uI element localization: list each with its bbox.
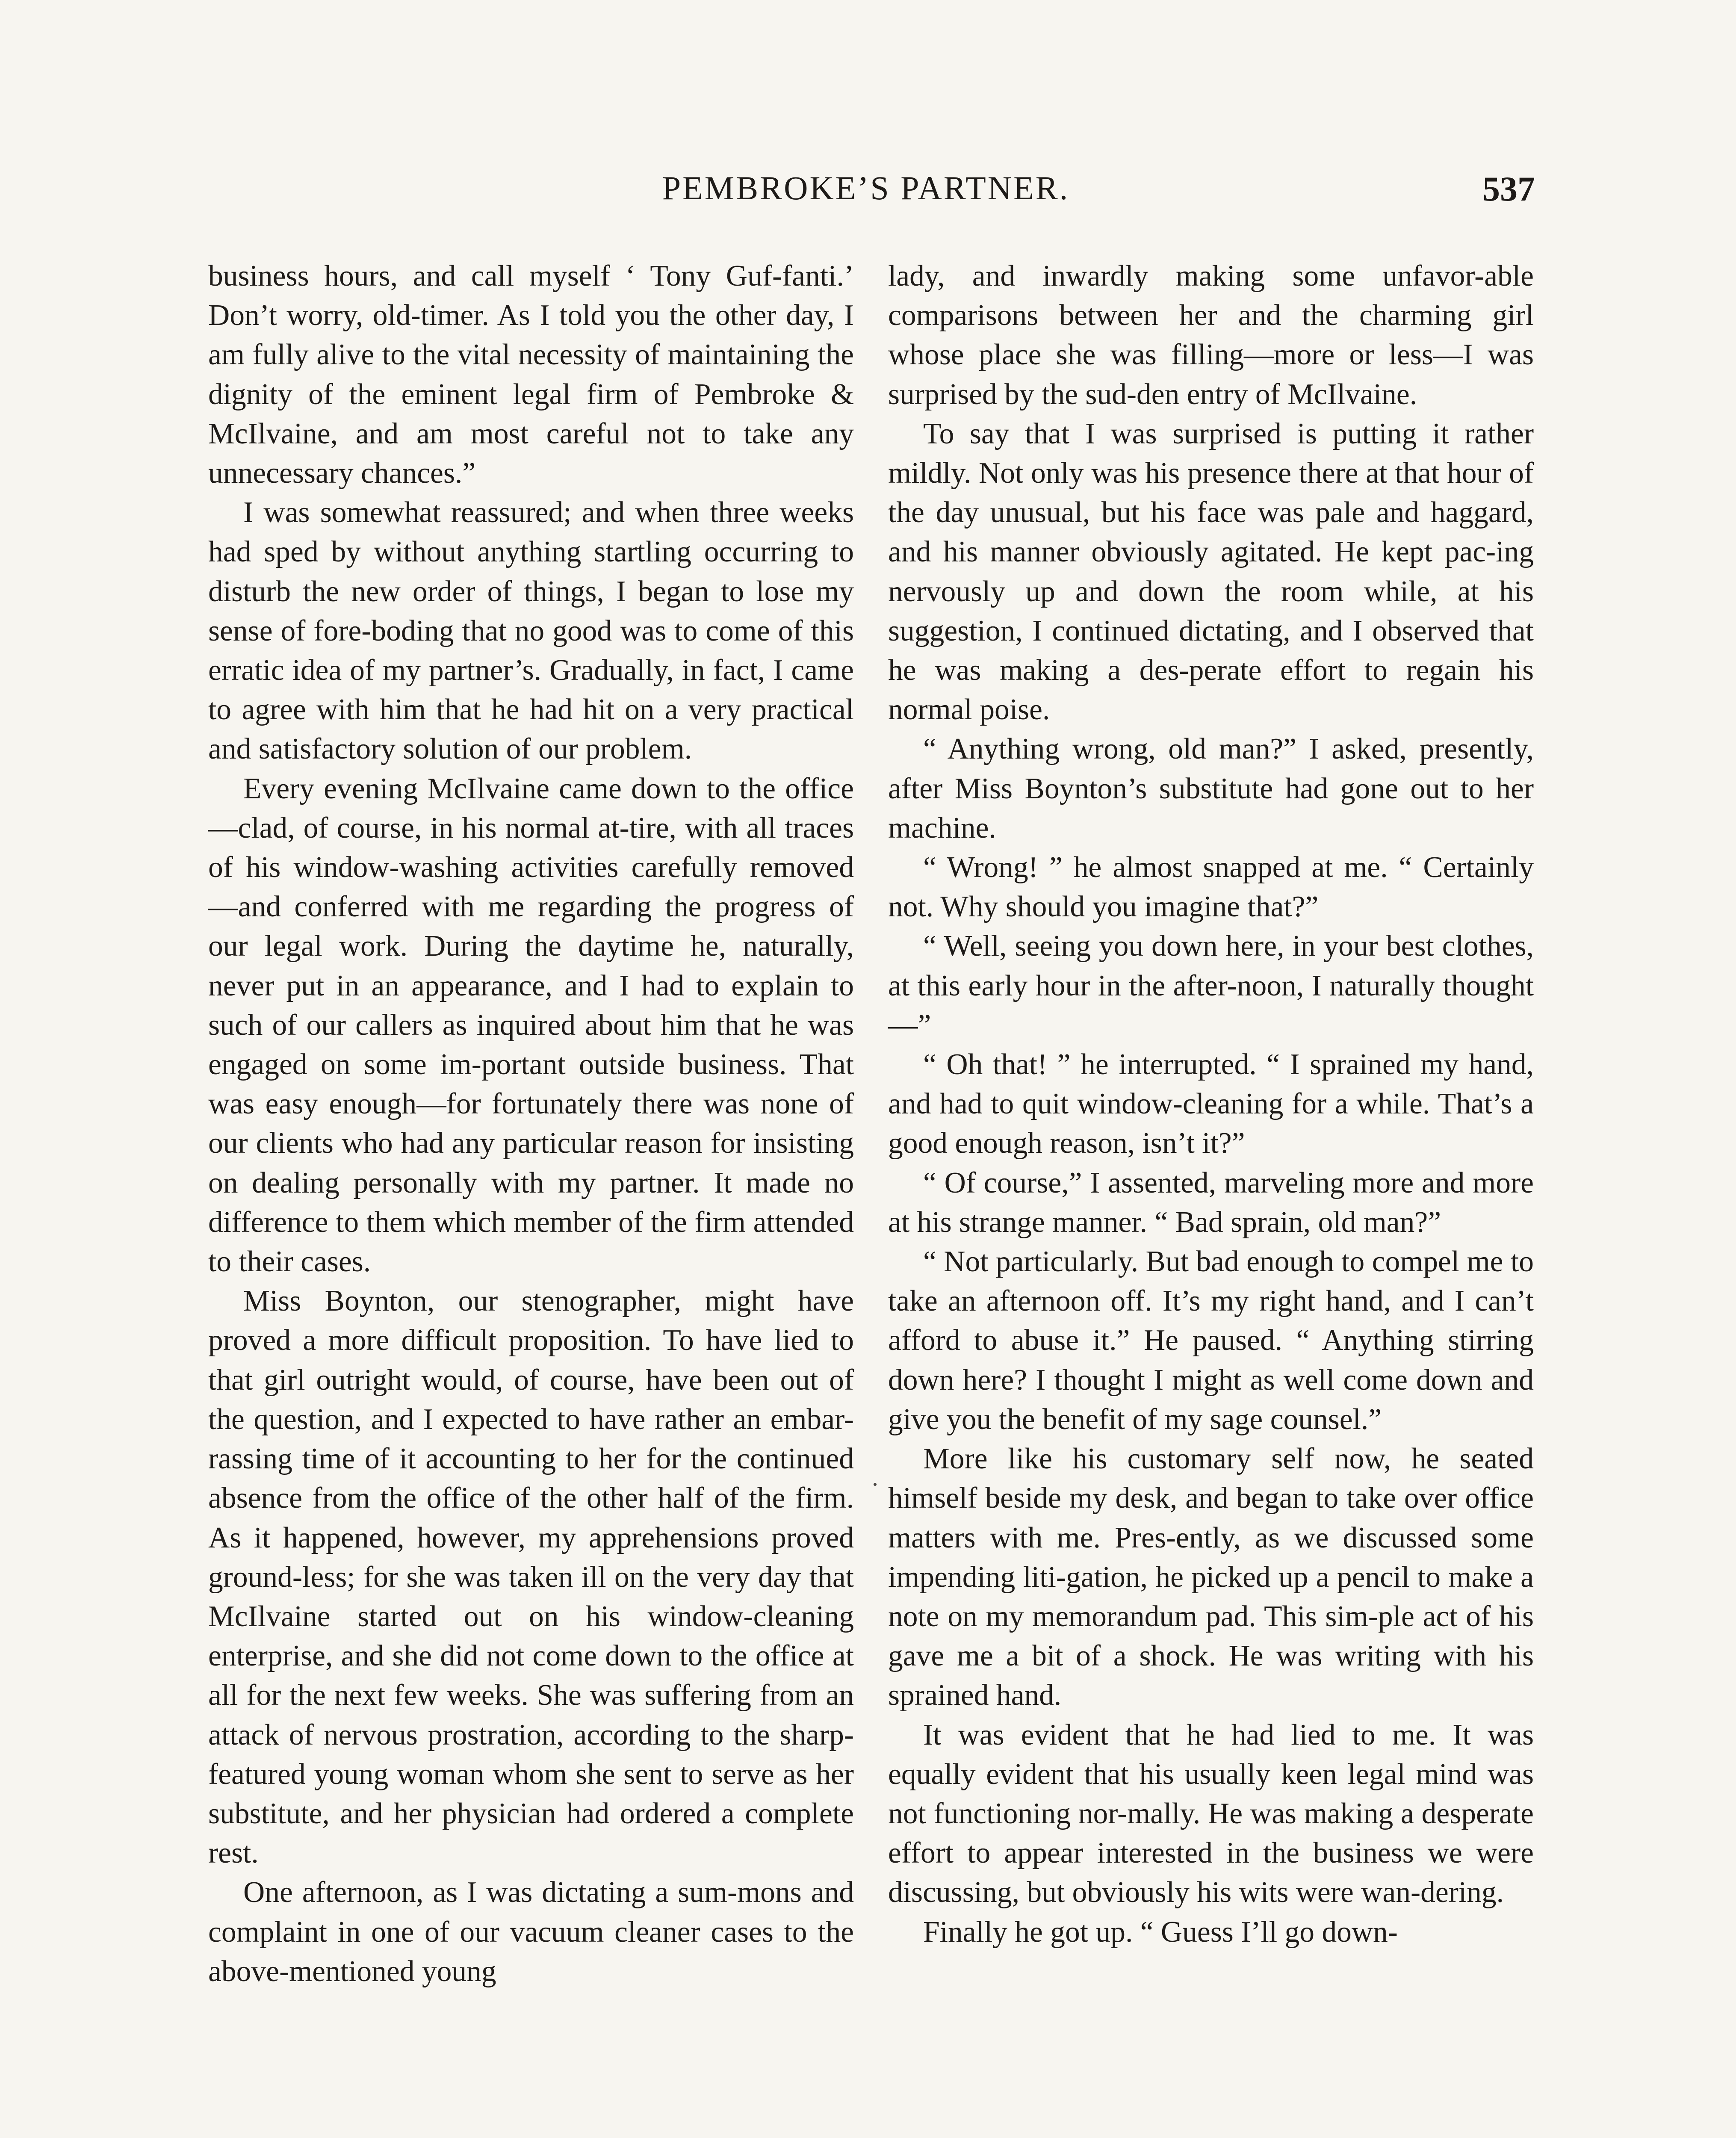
paragraph: “ Anything wrong, old man?” I asked, presently, after Miss Boynton’s substitute had gone out to her machine. [888,732,1534,845]
print-speck [874,1483,877,1486]
paragraph: I was somewhat reassured; and when three weeks had sped by without anything startling occurring to disturb the new order of things, I began to lose my sense of fore-boding that no good was to come of this erratic idea of my partner’s. Gradually, in fact, I came to agree with him that he had hit on a very practical and satisfactory solution of our problem. [208,496,854,766]
page-header [197,169,1535,216]
paragraph: It was evident that he had lied to me. It was equally evident that his usually keen legal mind was not functioning nor-mally. He was making a desperate effort to appear interested in the business we were discussing, but obviously his wits were wan-dering. [888,1718,1534,1909]
paragraph: “ Wrong! ” he almost snapped at me. “ Certainly not. Why should you imagine that?” [888,851,1534,924]
paragraph: Miss Boynton, our stenographer, might have proved a more difficult proposition. To have lied to that girl outright would, of course, have been out of the question, and I expected to have rather an embar-rassing time of it accounting to her for the continued absence from the office of the other half of the firm. As it happened, however, my apprehensions proved ground-less; for she was taken ill on the very day that McIlvaine started out on his window-cleaning enterprise, and she did not come down to the office at all for the next few weeks. She was suffering from an attack of nervous prostration, according to the sharp-featured young woman whom she sent to serve as her substitute, and her physician had ordered a complete rest. [208,1285,854,1870]
paragraph: To say that I was surprised is putting it rather mildly. Not only was his presence there at that hour of the day unusual, but his face was pale and haggard, and his manner obviously agitated. He kept pac-ing nervously up and down the room while, at his suggestion, I continued dictating, and I observed that he was making a des-perate effort to regain his normal poise. [888,417,1534,726]
paragraph: Every evening McIlvaine came down to the office—clad, of course, in his normal at-tire, with all traces of his window-washing activities carefully removed—and conferred with me regarding the progress of our legal work. During the daytime he, naturally, never put in an appearance, and I had to explain to such of our callers as inquired about him that he was engaged on some im-portant outside business. That was easy enough—for fortunately there was none of our clients who had any particular reason for insisting on dealing personally with my partner. It made no difference to them which member of the firm attended to their cases. [208,772,854,1279]
paragraph: More like his customary self now, he seated himself beside my desk, and began to take over office matters with me. Pres-ently, as we discussed some impending liti-gation, he picked up a pencil to make a note on my memorandum pad. This sim-ple act of his gave me a bit of a shock. He was writing with his sprained hand. [888,1442,1534,1712]
left-column [208,257,854,1991]
paragraph: business hours, and call myself ‘ Tony Guf-fanti.’ Don’t worry, old-timer. As I told you the other day, I am fully alive to the vital necessity of maintaining the dignity of the eminent legal firm of Pembroke & McIlvaine, and am most careful not to take any unnecessary chances.” [208,260,854,490]
running-title: PEMBROKE’S PARTNER. [662,169,1070,207]
paragraph: “ Oh that! ” he interrupted. “ I sprained my hand, and had to quit window-cleaning for a while. That’s a good enough reason, isn’t it?” [888,1048,1534,1160]
paragraph: “ Not particularly. But bad enough to compel me to take an afternoon off. It’s my right hand, and I can’t afford to abuse it.” He paused. “ Anything stirring down here? I thought I might as well come down and give you the benefit of my sage counsel.” [888,1245,1534,1436]
right-column [888,257,1534,1952]
paragraph: “ Of course,” I assented, marveling more and more at his strange manner. “ Bad sprain, old man?” [888,1166,1534,1239]
paragraph: “ Well, seeing you down here, in your best clothes, at this early hour in the after-noon, I naturally thought—” [888,930,1534,1042]
paragraph: Finally he got up. “ Guess I’ll go down- [923,1915,1398,1949]
paragraph: One afternoon, as I was dictating a sum-mons and complaint in one of our vacuum cleaner cases to the above-mentioned young [208,1876,854,1988]
page-number: 537 [1482,169,1535,208]
paragraph: lady, and inwardly making some unfavor-able comparisons between her and the charming girl whose place she was filling—more or less—I was surprised by the sud-den entry of McIlvaine. [888,260,1534,411]
